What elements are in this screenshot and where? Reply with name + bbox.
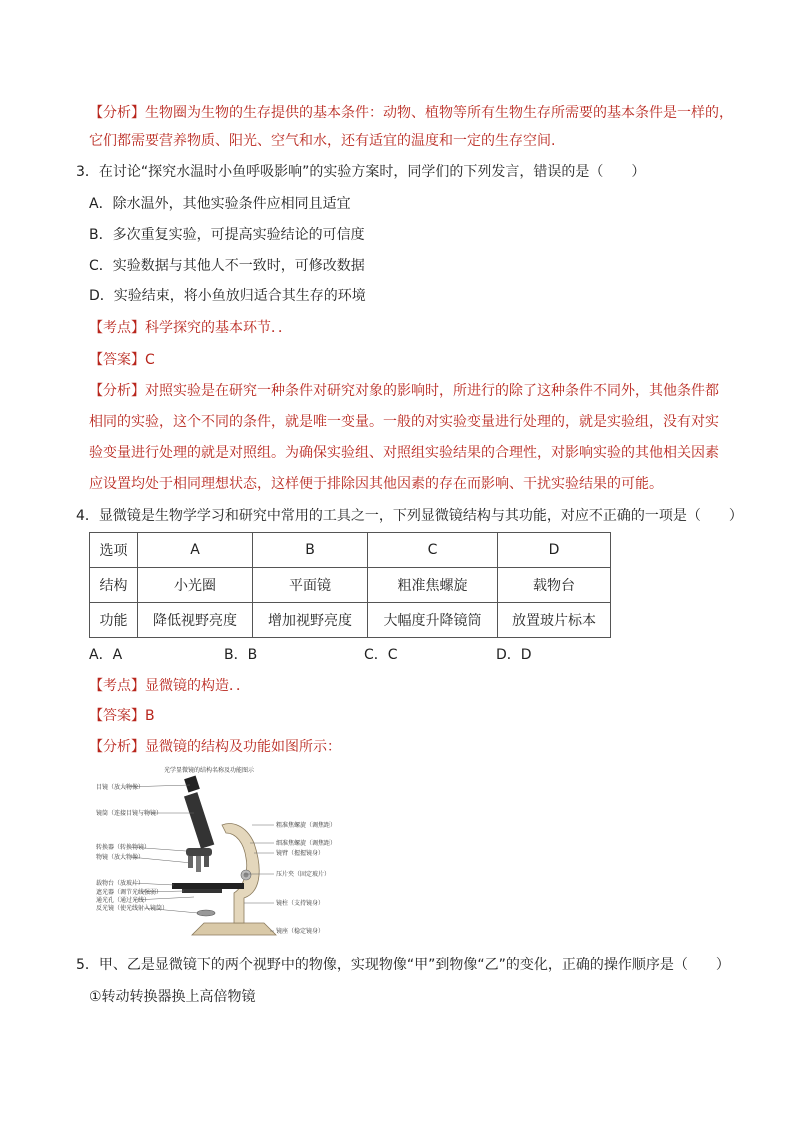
- q3-stem: 3．在讨论“探究水温时小鱼呼吸影响”的实验方案时，同学们的下列发言，错误的是（ ）: [76, 164, 646, 180]
- q3-option-c: C．实验数据与其他人不一致时，可修改数据: [89, 258, 365, 274]
- q4-answer: [89, 706, 155, 726]
- q3-analysis-line-1: [89, 381, 719, 401]
- table-row: [90, 568, 611, 603]
- figure-label-aperture: 通光孔（通过光线）: [96, 897, 151, 904]
- q3-analysis-line-4: 应设置均处于相同理想状态，这样便于排除因其他因素的存在而影响、干扰实验结果的可能。: [89, 476, 663, 492]
- figure-label-coarse-focus: 粗准焦螺旋（调焦距）: [276, 822, 337, 829]
- microscope-figure: [94, 763, 394, 941]
- figure-label-stage: 载物台（放玻片）: [96, 880, 145, 887]
- q4-option-d: D．D: [496, 647, 532, 663]
- table-cell: 降低视野亮度: [138, 603, 253, 638]
- q3-point: [89, 318, 292, 338]
- figure-label-mirror: 反光镜（使光线射入镜筒）: [96, 905, 169, 912]
- q4-table: [89, 532, 611, 638]
- q3-analysis-line-3: 验变量进行处理的就是对照组。为确保实验组、对照组实验结果的合理性，对影响实验的其他相关因素: [89, 445, 719, 461]
- q5-step-1: ①转动转换器换上高倍物镜: [89, 989, 256, 1005]
- table-cell: 增加视野亮度: [253, 603, 368, 638]
- q2-analysis-line-1: [89, 103, 733, 123]
- q5-stem: 5．甲、乙是显微镜下的两个视野中的物像，实现物像“甲”到物像“乙”的变化，正确的操作顺序是（ ）: [76, 957, 730, 973]
- q3-analysis-line-2: 相同的实验，这个不同的条件，就是唯一变量。一般的对实验变量进行处理的，就是实验组，没有对实: [89, 414, 719, 430]
- figure-label-tube: 镜筒（连接目镜与物镜）: [96, 810, 163, 817]
- q3-answer-text: C: [145, 352, 155, 368]
- table-cell: 平面镜: [253, 568, 368, 603]
- answer-tag: 【答案】: [89, 708, 145, 724]
- q3-point-text: 科学探究的基本环节．．: [145, 320, 292, 336]
- q4-stem: 4．显微镜是生物学学习和研究中常用的工具之一，下列显微镜结构与其功能，对应不正确的一项是（ ）: [76, 508, 743, 524]
- figure-label-eyepiece: 目镜（放大物像）: [96, 784, 145, 791]
- figure-label-nosepiece: 转换器（转换物镜）: [96, 844, 151, 851]
- figure-label-clips: 压片夹（固定玻片）: [276, 871, 331, 878]
- q4-option-c: C．C: [364, 647, 398, 663]
- figure-label-diaphragm: 遮光器（调节光线强弱）: [96, 889, 163, 896]
- q4-option-b: B．B: [224, 647, 258, 663]
- point-tag: 【考点】: [89, 320, 145, 336]
- q4-point-text: 显微镜的构造．．: [145, 678, 250, 694]
- q4-option-a: A．A: [89, 647, 123, 663]
- q4-answer-text: B: [145, 708, 155, 724]
- figure-label-objective: 物镜（放大物像）: [96, 854, 145, 861]
- figure-label-pillar: 镜柱（支持镜身）: [276, 900, 325, 907]
- q3-option-d: D．实验结束，将小鱼放归适合其生存的环境: [89, 288, 366, 304]
- table-cell: 粗准焦螺旋: [368, 568, 498, 603]
- q4-analysis-text: 显微镜的结构及功能如图所示：: [145, 739, 341, 755]
- table-cell: D: [498, 533, 611, 568]
- table-cell: 选项: [90, 533, 138, 568]
- q4-point: [89, 676, 250, 696]
- table-row: [90, 603, 611, 638]
- q2-analysis-line-2: 它们都需要营养物质、阳光、空气和水，还有适宜的温度和一定的生存空间.: [89, 133, 556, 149]
- table-cell: 小光圈: [138, 568, 253, 603]
- q3-analysis-text-1: 对照实验是在研究一种条件对研究对象的影响时，所进行的除了这种条件不同外，其他条件都: [145, 383, 719, 399]
- figure-label-fine-focus: 细准焦螺旋（调焦距）: [276, 840, 337, 847]
- analysis-tag: 【分析】: [89, 105, 145, 121]
- table-cell: 大幅度升降镜筒: [368, 603, 498, 638]
- table-cell: A: [138, 533, 253, 568]
- table-row: [90, 533, 611, 568]
- table-cell: 放置玻片标本: [498, 603, 611, 638]
- microscope-icon: [172, 775, 276, 935]
- table-cell: 结构: [90, 568, 138, 603]
- figure-label-arm: 镜臂（握握镜身）: [276, 850, 325, 857]
- q4-analysis: [89, 737, 341, 757]
- table-cell: 载物台: [498, 568, 611, 603]
- table-cell: B: [253, 533, 368, 568]
- table-cell: C: [368, 533, 498, 568]
- point-tag: 【考点】: [89, 678, 145, 694]
- figure-title: 光学显微镜的结构名称及功能图示: [164, 767, 255, 774]
- answer-tag: 【答案】: [89, 352, 145, 368]
- q3-answer: [89, 350, 155, 370]
- figure-label-base: 镜座（稳定镜身）: [276, 928, 325, 935]
- analysis-tag: 【分析】: [89, 739, 145, 755]
- q3-option-a: A．除水温外，其他实验条件应相同且适宜: [89, 196, 351, 212]
- table-cell: 功能: [90, 603, 138, 638]
- analysis-tag: 【分析】: [89, 383, 145, 399]
- q2-analysis-text-1: 生物圈为生物的生存提供的基本条件：动物、植物等所有生物生存所需要的基本条件是一样的，: [145, 105, 733, 121]
- q3-option-b: B．多次重复实验，可提高实验结论的可信度: [89, 227, 365, 243]
